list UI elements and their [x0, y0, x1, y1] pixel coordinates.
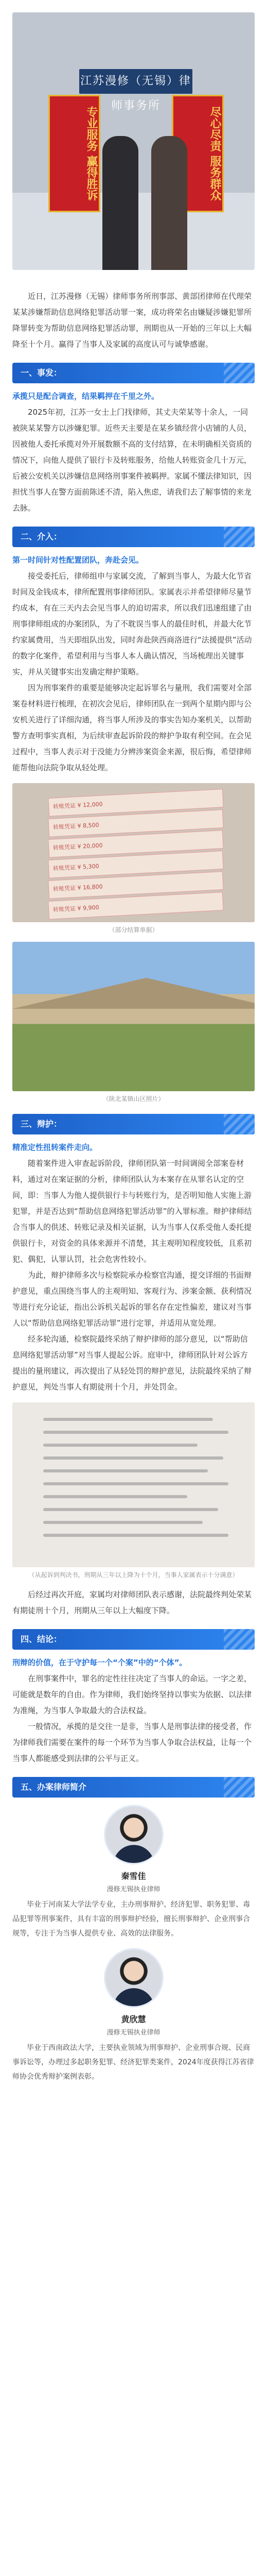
lawyer-bio: 毕业于河南某大学法学专业，主办刑事辩护、经济犯罪、职务犯罪、毒品犯罪等刑事案件，具有丰富的刑事辩护经验，擅长刑事辩护、企业刑事合规等，专注于为当事人提供专业、高效的法律服务。 [12, 1901, 250, 1938]
page-end-spacer [0, 2089, 267, 2110]
section-subtitle-1: 承揽只是配合调查，结果羁押在千里之外。 [12, 392, 159, 401]
document-text-line [43, 1482, 228, 1485]
document-text-line [43, 1469, 208, 1472]
document-text-line [43, 1508, 218, 1511]
document-text-line [43, 1444, 198, 1447]
receipt-ticket: 转账凭证 ¥ 20,000 [48, 830, 223, 858]
firm-sign: 江苏漫修（无锡）律师事务所 [79, 69, 192, 94]
receipt-ticket: 转账凭证 ¥ 8,500 [48, 809, 223, 837]
paragraph: 随着案件进入审查起诉阶段，律师团队第一时间调阅全部案卷材料，通过对在案证据的分析，律师团队认为本案存在从罪名认定的空间，即：当事人为他人提供银行卡与转账行为，是否明知他人实施上游犯罪，并是否达到“帮助信息网络犯罪活动罪”的入罪标准。辩护律师结合当事人的供述、转账记录及相关证据，认为当事人仅系受他人委托提供银行卡，对资金的具体来源并不清楚，其主观明知程度较低，且系初犯、偶犯，认罪认罚，社会危害性较小。 [12, 1159, 252, 1264]
document-text-line [43, 1431, 228, 1434]
section-header-3: 三、辩护： [12, 1114, 255, 1134]
document-text-line [43, 1534, 228, 1537]
section-header-4: 四、结论： [12, 1629, 255, 1650]
person-right [151, 136, 187, 270]
lawyer-card [0, 1948, 267, 2037]
paragraph: 经多轮沟通，检察院最终采纳了辩护律师的部分意见，以“帮助信息网络犯罪活动罪”对当事人提起公诉。庭审中，律师团队针对公诉方提出的量刑建议，再次提出了从轻处罚的辩护意见，法院最终采纳了辩护意见，判处当事人有期徒刑十个月，并处罚金。 [12, 1334, 252, 1392]
judgment-caption: （从起诉到判决书，刑期从三年以上降为十个月，当事人家属表示十分满意） [28, 1571, 239, 1579]
paragraph: 因为刑事案件的重要是能够决定起诉罪名与量刑，我们需要对全部案卷材料进行梳理，在初次会见后，律师团队在一到两个星期内即与公安机关进行了详细沟通，将当事人所涉及的事实告知办案机关，以帮助警方查明事实真相，为后续审查起诉阶段的辩护争取有利空间。在会见过程中，当事人表示对于没能力分辨涉案资金来源，很后悔，希望律师能帮他向法院争取从轻处理。 [12, 683, 252, 772]
paragraph: 为此，辩护律师多次与检察院承办检察官沟通，提交详细的书面辩护意见，重点围绕当事人的主观明知、客观行为、涉案金额、获利情况等进行充分论证，指出公诉机关起诉的罪名存在定性偏差，建议对当事人以“帮助信息网络犯罪活动罪”进行定罪，并适用从宽处理。 [12, 1270, 252, 1328]
award-banner-left: 专业服务 赢得胜诉 [48, 95, 100, 212]
lawyer-card [0, 1805, 267, 1893]
lawyer-bio: 毕业于西南政法大学，主要执业领域为刑事辩护、企业刑事合规、民商事诉讼等，办理过多起职务犯罪、经济犯罪类案件，2024年度获得江苏省律师协会优秀辩护案例表彰。 [12, 2044, 254, 2081]
intro-paragraph: 近日，江苏漫修（无锡）律师事务所刑事部、黄部团律师在代理荣某某涉嫌帮助信息网络犯罪活动罪一案，成功将荣名由嫌疑涉嫌犯罪所降罪转变为帮助信息网络犯罪活动罪，刑期也从一开始的三年以上大幅降至十个月。赢得了当事人及家属的高度认可与诚挚感谢。 [12, 292, 252, 349]
award-banner-right: 尽心尽责 服务群众 [172, 95, 224, 212]
lawyer-title: 漫修无锡执业律师 [106, 1886, 161, 1893]
mountain-ridge [12, 978, 255, 1009]
receipt-ticket: 转账凭证 ¥ 12,000 [48, 789, 223, 817]
section-subtitle-4: 刑辩的价值，在于守护每一个“个案”中的“个体”。 [12, 1658, 187, 1667]
receipt-ticket: 转账凭证 ¥ 16,800 [48, 871, 223, 899]
section-subtitle-3: 精准定性扭转案件走向。 [12, 1143, 98, 1152]
avatar [104, 1948, 164, 2008]
receipt-ticket: 转账凭证 ¥ 5,300 [48, 851, 223, 878]
document-text-line [43, 1418, 213, 1421]
receipt-ticket: 转账凭证 ¥ 9,900 [48, 892, 223, 920]
mountain-photo [12, 942, 255, 1091]
avatar-suit [113, 1988, 154, 2008]
document-text-line [43, 1521, 203, 1524]
lawyer-name: 秦雪佳 [121, 1871, 146, 1881]
office-photo [12, 12, 255, 270]
mountain-caption: （陕北某镇山区照片） [102, 1095, 165, 1103]
section-header-5: 五、办案律师简介 [12, 1777, 255, 1798]
lawyer-title: 漫修无锡执业律师 [106, 2029, 161, 2037]
judgment-document-photo [12, 1402, 255, 1567]
paragraph: 2025年初，江苏一女士上门找律师，其丈夫荣某等十余人，一同被陕某某警方以涉嫌犯罪。近些天主要是在某乡镇经营小店铺的人员，因被他人委托承揽对外开展数额不高的支付结算，在未明确相关资质的情况下，向他人提供了银行卡及转账服务，给他人转账资金几十万元，后被公安机关以涉嫌信息网络刑事案件被羁押。家属不懂法律知识，因担忧当事人在警方面前陈述不清，陷入焦虑，请我们去了解事情的来龙去脉。 [12, 408, 252, 513]
section-header-2: 二、介入： [12, 527, 255, 547]
lawyer-name: 黄欣慧 [121, 2014, 146, 2024]
paragraph: 后经过再次开庭，家属均对律师团队表示感谢，法院最终判处荣某有期徒刑十个月，刑期从三年以上大幅度下降。 [12, 1590, 252, 1615]
avatar-suit [113, 1845, 154, 1865]
receipt-photo [12, 783, 255, 922]
receipt-caption: （部分结算单据） [109, 926, 158, 934]
paragraph: 一般情况，承揽的是交往一是非，当事人是刑事法律的接受者，作为律师我们需要在案件的每一个环节为当事人争取合法权益，让每一个当事人都能感受到法律的公平与正义。 [12, 1722, 252, 1763]
document-text-line [43, 1456, 223, 1460]
avatar [104, 1805, 164, 1865]
section-header-1: 一、事发： [12, 363, 255, 383]
person-left [102, 136, 138, 270]
section-subtitle-2: 第一时间针对性配置团队，奔赴会见。 [12, 555, 144, 565]
document-text-line [43, 1495, 187, 1498]
paragraph: 接受委托后，律师组申与家属交流，了解到当事人，为最大化节省时间及金钱成本，律所配置刑事律师团队。家属表示并希望律师尽量节约成本，有在三天内去会见当事人的迫切需求，所以我们迅速组建了由刑事律师组成的办案团队，为了不耽误当事人的最佳时机，并最大化节约家属费用，当天即组队出发，同时奔赴陕西商洛进行“法援提供”活动的数字化案件，希望利用与当事人本人确认情况，当场梳理出关键事实，并从关键事实出发确定辩护策略。 [12, 571, 252, 676]
paragraph: 在刑事案件中，罪名的定性往往决定了当事人的命运。一字之差，可能就是数年的自由。作为律师，我们始终坚持以事实为依据、以法律为准绳，为当事人争取最大的合法权益。 [12, 1674, 252, 1715]
